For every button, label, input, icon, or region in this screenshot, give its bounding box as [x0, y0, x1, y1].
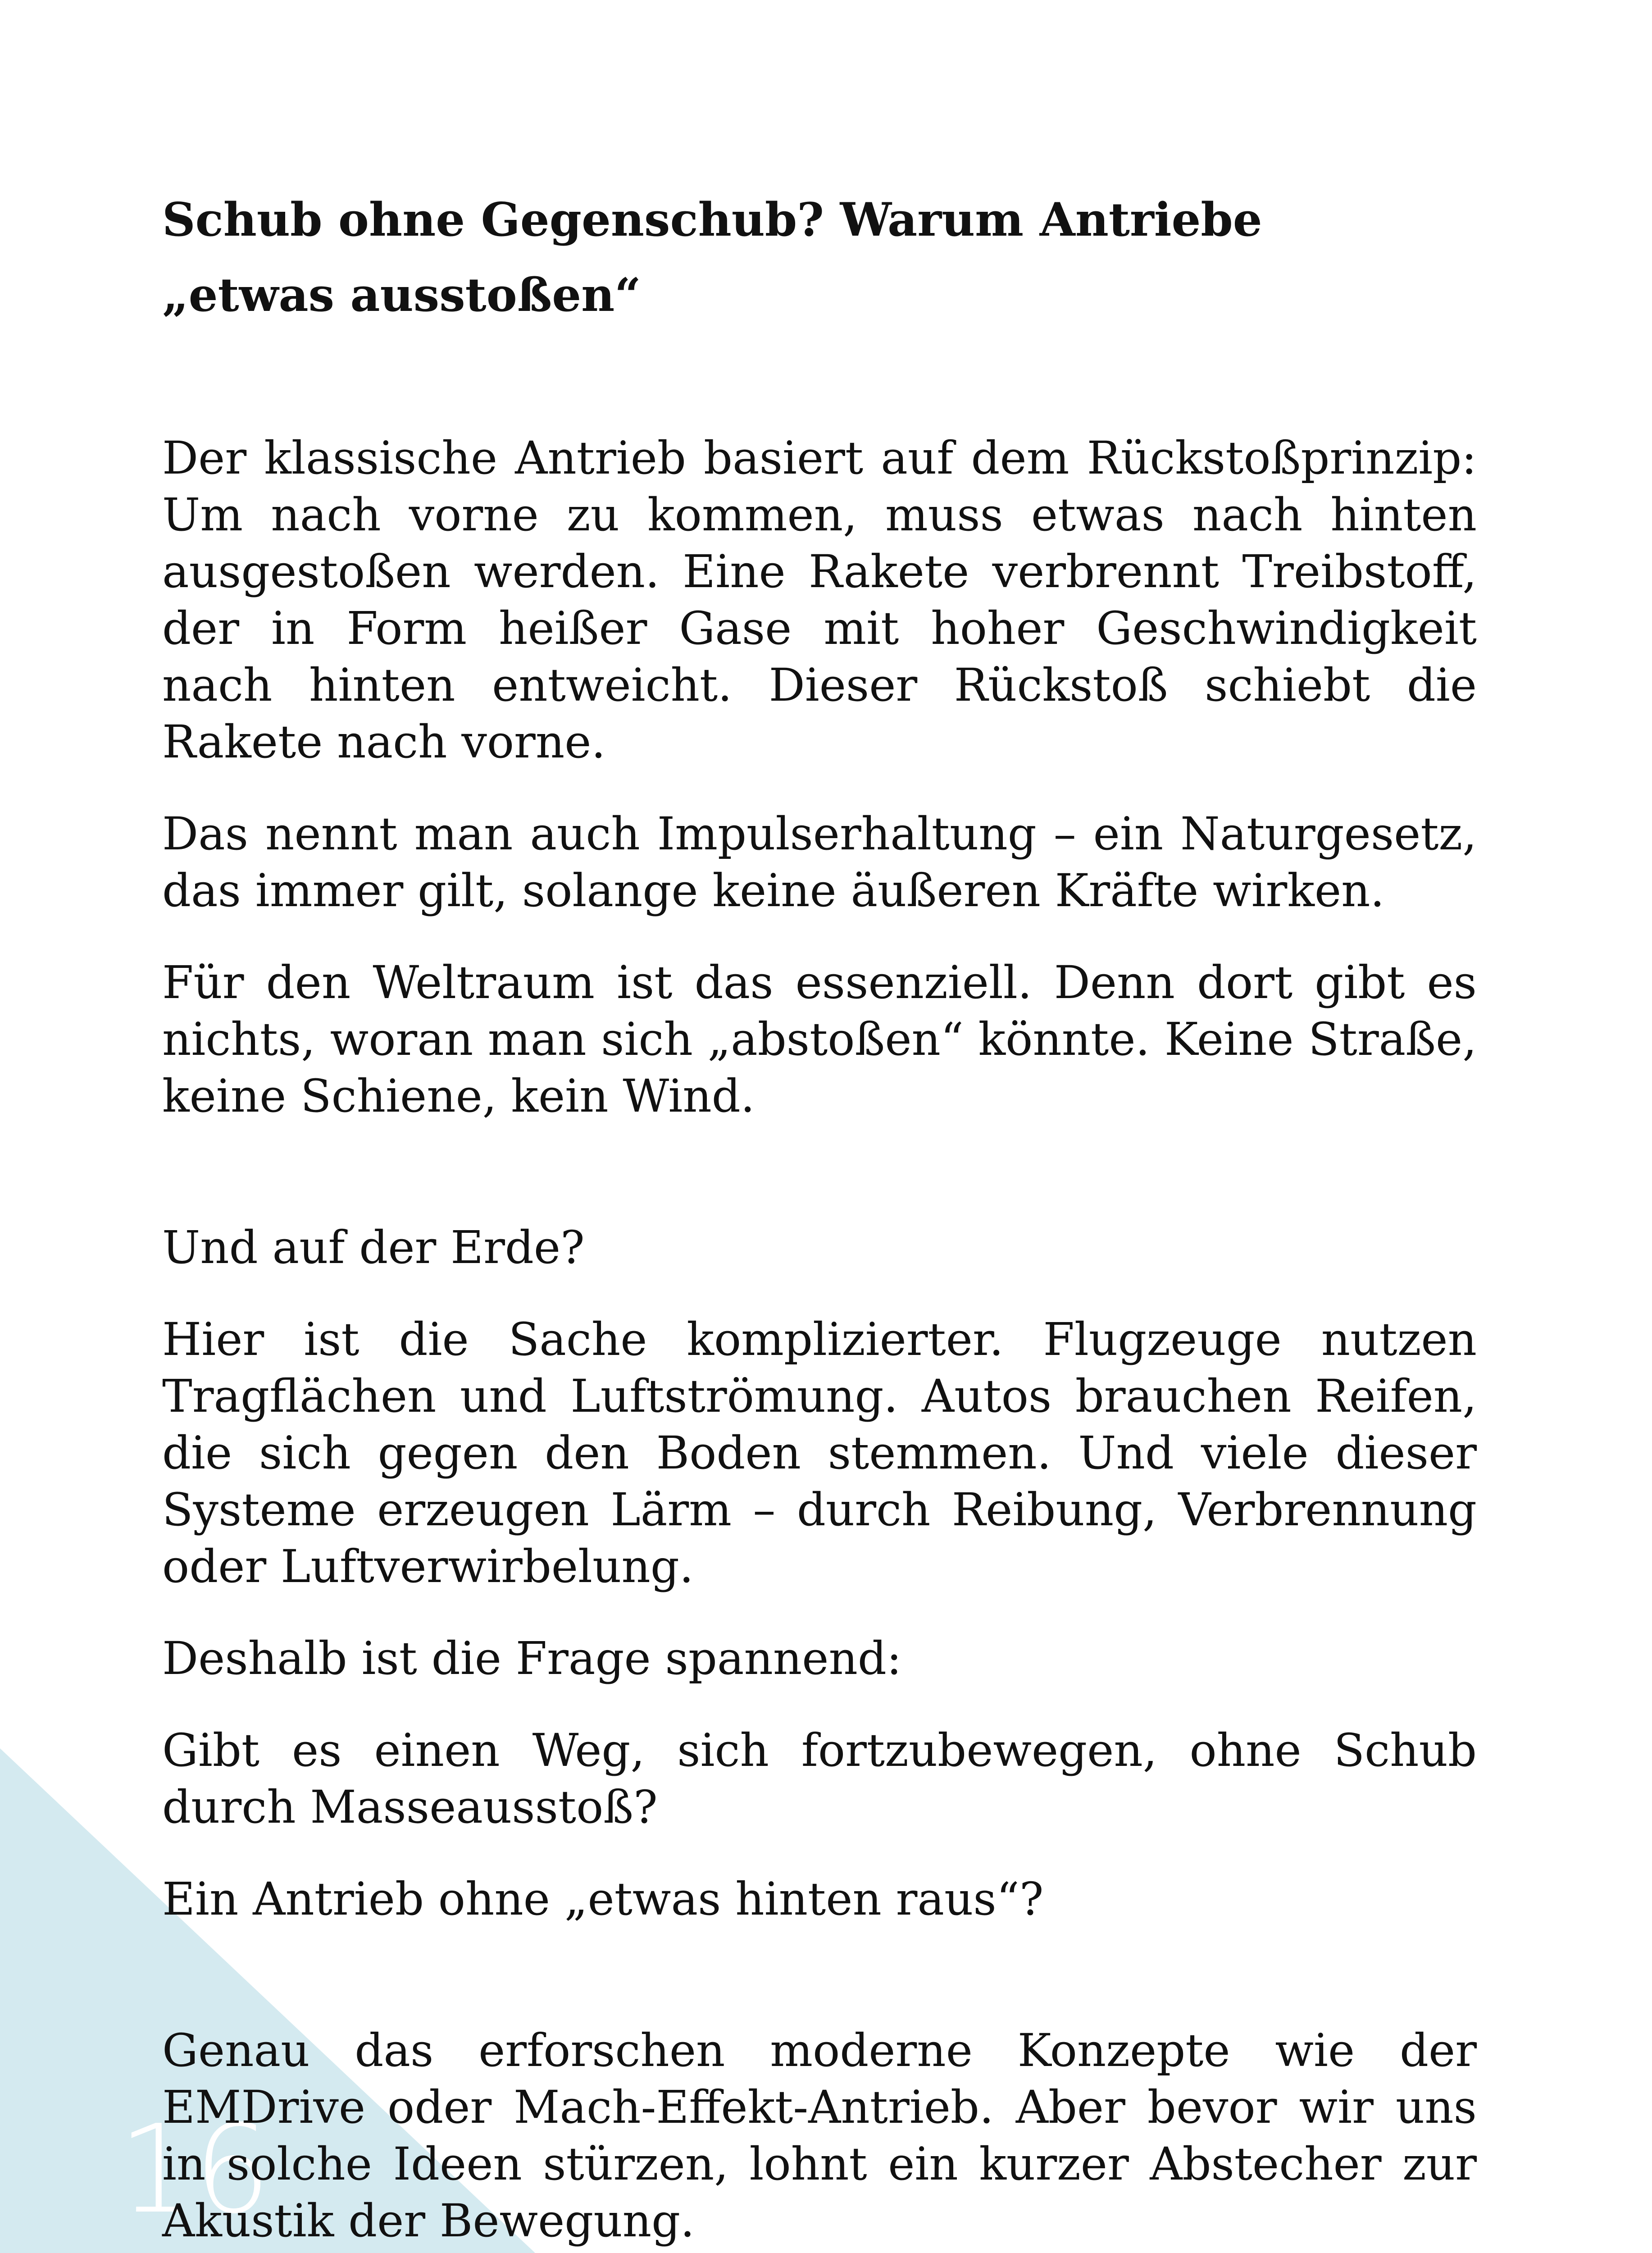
paragraph-weg-ohne-schub: Gibt es einen Weg, sich fortzubewegen, ohne Schub durch Masseausstoß?: [162, 1724, 1477, 1833]
chapter-title: [162, 182, 1477, 333]
chapter-title-line-1: Schub ohne Gegenschub? Warum Antriebe: [162, 193, 1262, 247]
paragraph-erde-frage: Und auf der Erde?: [162, 1221, 585, 1274]
paragraph-antrieb-ohne: Ein Antrieb ohne „etwas hinten raus“?: [162, 1873, 1044, 1925]
paragraph-emdrive: Genau das erforschen moderne Konzepte wie der EMDrive oder Mach-Effekt-Antrieb. Aber bevor wir uns in solche Ideen stürzen, lohnt ein kurzer Abstecher zur Akustik der Bewegung.: [162, 2024, 1477, 2247]
page-content: [162, 182, 1477, 2249]
paragraph-weltraum: Für den Weltraum ist das essenziell. Denn dort gibt es nichts, woran man sich „abstoßen“ könnte. Keine Straße, keine Schiene, kein Wind.: [162, 956, 1477, 1122]
page-number: 16: [118, 2098, 269, 2240]
paragraph-impulserhaltung: Das nennt man auch Impulserhaltung – ein Naturgesetz, das immer gilt, solange keine äußeren Kräfte wirken.: [162, 807, 1477, 917]
paragraph-frage-spannend: Deshalb ist die Frage spannend:: [162, 1632, 902, 1685]
paragraph-komplizierter: Hier ist die Sache komplizierter. Flugzeuge nutzen Tragflächen und Luftströmung. Autos brauchen Reifen, die sich gegen den Boden stemmen. Und viele dieser Systeme erzeugen Lärm – durch Reibung, Verbrennung oder Luftverwirbelung.: [162, 1313, 1477, 1593]
chapter-title-line-2: „etwas ausstoßen“: [162, 268, 641, 322]
paragraph-rueckstossprinzip: Der klassische Antrieb basiert auf dem Rückstoßprinzip: Um nach vorne zu kommen, muss etwas nach hinten ausgestoßen werden. Eine Rakete verbrennt Treibstoff, der in Form heißer Gase mit hoher Geschwindigkeit nach hinten entweicht. Dieser Rückstoß schiebt die Rakete nach vorne.: [162, 432, 1477, 768]
